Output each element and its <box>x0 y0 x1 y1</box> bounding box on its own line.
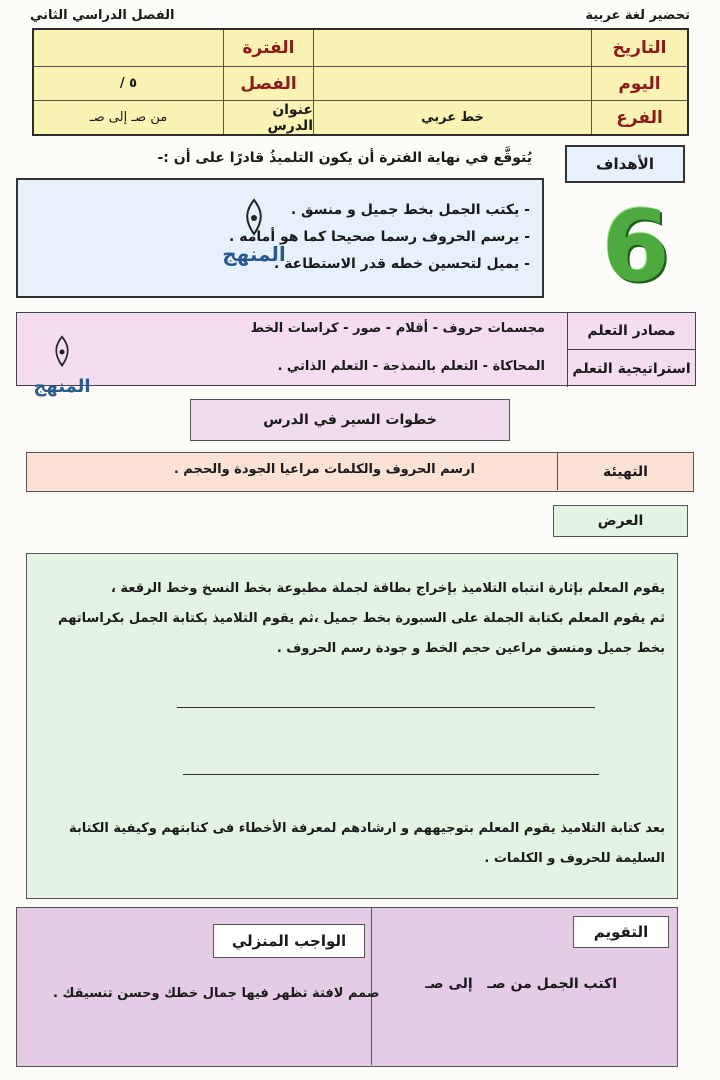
presentation-box <box>26 553 678 899</box>
presentation-line: يقوم المعلم بإثارة انتباه التلاميذ بإخراج بطاقة لجملة مطبوعة بخط النسخ وخط الرقعة ، <box>110 581 665 596</box>
blank-writing-line <box>183 774 599 775</box>
logo-text: المنهج <box>222 242 286 266</box>
class-label: الفصل <box>223 66 313 100</box>
day-label: اليوم <box>591 66 687 100</box>
evaluation-label: التقويم <box>573 916 669 948</box>
warmup-box <box>26 452 694 492</box>
branch-label: الفرع <box>591 100 687 134</box>
lesson-info-table <box>32 28 689 136</box>
pen-nib-icon <box>45 332 79 372</box>
lesson-title-label: عنوان الدرس <box>223 100 313 134</box>
objectives-intro: يُتوقَّع في نهاية الفترة أن يكون التلميذُ قادرًا على أن :- <box>157 150 532 166</box>
warmup-value: ارسم الحروف والكلمات مراعيا الجودة والحجم . <box>173 462 475 477</box>
presentation-line: بخط جميل ومنسق مراعين حجم الخط و جودة رسم الحروف . <box>276 641 665 656</box>
manhaj-logo-small <box>22 332 102 422</box>
period-label: الفترة <box>223 30 313 66</box>
header-left-title: الفصل الدراسي الثاني <box>30 8 175 23</box>
date-label: التاريخ <box>591 30 687 66</box>
strategies-label: استراتيجية التعلم <box>567 350 695 387</box>
grade-number: 6 <box>601 190 670 304</box>
presentation-line: بعد كتابة التلاميذ يقوم المعلم بتوجيههم و ارشادهم لمعرفة الأخطاء فى كتابتهم وكيفية الكتابة <box>68 821 665 836</box>
resources-strategies-box <box>16 312 696 386</box>
presentation-label: العرض <box>553 505 688 537</box>
manhaj-logo <box>218 198 290 278</box>
header-right-title: تحضير لغة عربية <box>585 8 690 23</box>
logo-text: المنهج <box>33 376 91 397</box>
resources-value: مجسمات حروف - أقلام - صور - كراسات الخط <box>250 321 545 336</box>
branch-value: خط عربي <box>313 100 591 134</box>
homework-value: صمم لافتة تظهر فيها جمال خطك وحسن تنسيقك . <box>53 986 380 1001</box>
strategies-value: المحاكاة - التعلم بالنمذجة - التعلم الذاتي . <box>277 359 545 374</box>
class-value: ٥ / <box>34 66 223 100</box>
objectives-box <box>16 178 544 298</box>
objective-item: - يرسم الحروف رسما صحيحا كما هو أمامه . <box>229 229 530 245</box>
homework-label: الواجب المنزلي <box>213 924 365 958</box>
steps-title: خطوات السير في الدرس <box>190 399 510 441</box>
period-value <box>34 30 223 66</box>
resources-label: مصادر التعلم <box>567 313 695 350</box>
lesson-title-value: من صـ إلى صـ <box>34 100 223 134</box>
objective-item: - يميل لتحسين خطه قدر الاستطاعة . <box>273 256 530 272</box>
presentation-line: السليمة للحروف و الكلمات . <box>484 851 665 866</box>
day-value <box>313 66 591 100</box>
blank-writing-line <box>177 707 595 708</box>
objective-item: - يكتب الجمل بخط جميل و منسق . <box>290 202 530 218</box>
warmup-label: التهيئة <box>557 453 693 490</box>
presentation-line: ثم يقوم المعلم بكتابة الجملة على السبورة بخط جميل ،ثم يقوم التلاميذ بكتابة الجمل بكراساتهم <box>58 611 665 626</box>
evaluation-homework-box <box>16 907 678 1067</box>
objectives-label: الأهداف <box>565 145 685 183</box>
date-value <box>313 30 591 66</box>
evaluation-value: اكتب الجمل من صـ إلى صـ <box>425 976 617 992</box>
pen-nib-icon <box>234 198 274 238</box>
